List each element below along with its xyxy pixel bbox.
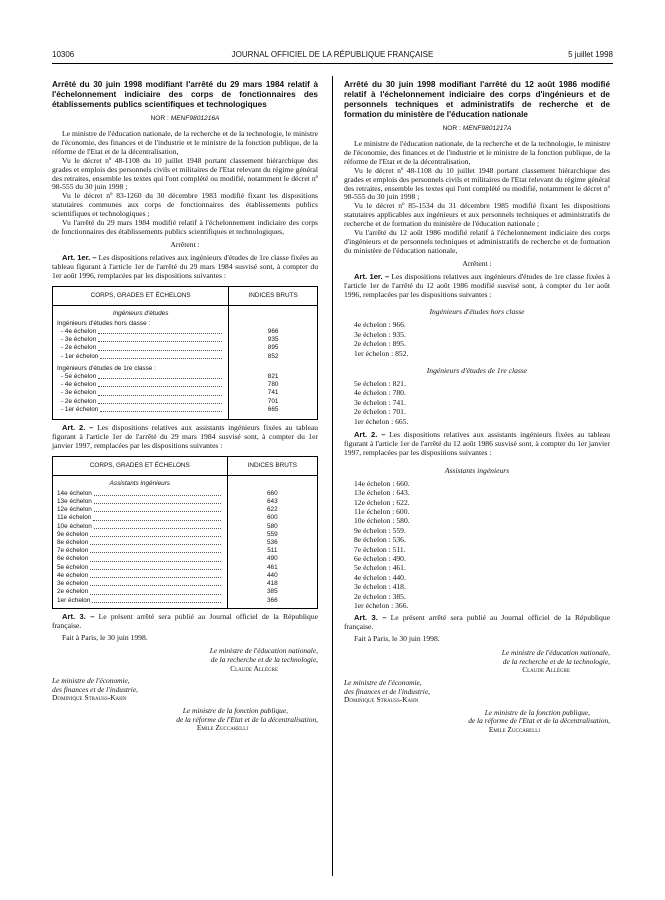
echelon-label: 13e échelon xyxy=(57,498,92,506)
list-item: 6e échelon : 490. xyxy=(354,554,406,564)
list-item: 4e échelon : 966. xyxy=(354,320,406,330)
list-item: 2e échelon : 701. xyxy=(354,407,406,417)
dot-leader xyxy=(94,506,221,512)
table-row xyxy=(53,506,318,514)
signatory-title: de la réforme de l'Etat et de la décentralisation, xyxy=(176,714,318,724)
dot-leader xyxy=(100,353,222,359)
indice-value: 418 xyxy=(266,580,278,588)
echelon-label: 5e échelon xyxy=(57,563,89,571)
table-row xyxy=(53,580,318,588)
dot-leader xyxy=(90,555,220,561)
column-header: CORPS, GRADES ET ÉCHELONS xyxy=(53,286,229,305)
preamble xyxy=(52,130,318,237)
dot-leader xyxy=(98,336,222,342)
left-column xyxy=(52,80,318,733)
article-text: Les dispositions relatives aux ingénieurs d'études de 1re classe fixées au tableau figurant à l'article 1er de l'arrêté du 29 mars 1984 susvisé sont, à compter du 1er août 1996, remplacées par les dispositions suivantes : xyxy=(52,252,318,280)
table-row xyxy=(53,531,318,539)
echelon-label: - 4e échelon xyxy=(61,327,97,335)
echelon-label: 2e échelon xyxy=(57,588,89,596)
list-item: 13e échelon : 643. xyxy=(354,488,410,498)
page-header xyxy=(52,50,613,62)
table-row xyxy=(53,547,318,555)
table-row xyxy=(53,588,318,596)
nor-reference xyxy=(344,125,610,132)
dot-leader xyxy=(90,588,220,594)
dot-leader xyxy=(93,514,220,520)
echelon-label: 8e échelon xyxy=(57,539,89,547)
signatory-name: Emile Zuccarelli xyxy=(488,724,540,734)
dot-leader xyxy=(100,406,222,412)
list-item: 1er échelon : 366. xyxy=(354,601,409,611)
echelon-list xyxy=(354,379,610,426)
article-label: Art. 3. – xyxy=(354,613,387,623)
indice-value: 559 xyxy=(266,530,278,538)
preamble-paragraph: Vu l'arrêté du 29 mars 1984 modifié relatif à l'échelonnement indiciaire des corps de fonctionnaires des établissements publics scientifiques et technologiques, xyxy=(52,218,318,236)
echelon-list xyxy=(354,320,610,358)
article-1 xyxy=(52,254,318,281)
column-header: CORPS, GRADES ET ÉCHELONS xyxy=(53,456,228,475)
dot-leader xyxy=(90,531,220,537)
preamble-paragraph: Vu l'arrêté du 12 août 1986 modifié relatif à l'échelonnement indiciaire des corps d'ingénieurs et de personnels techniques et administratifs de recherche et de formation du ministère de l'éducation nationale, xyxy=(344,228,610,255)
signatory-title: Le ministre de l'économie, xyxy=(344,677,422,687)
signatory-title: de la recherche et de la technologie, xyxy=(502,656,610,666)
table-assistants-ingenieurs xyxy=(52,456,318,609)
done-at: Fait à Paris, le 30 juin 1998. xyxy=(354,634,440,644)
column-header: INDICES BRUTS xyxy=(227,456,317,475)
echelon-list xyxy=(354,479,610,611)
indice-value: 741 xyxy=(267,389,279,397)
list-item: 2e échelon : 385. xyxy=(354,591,406,601)
dot-leader xyxy=(98,381,222,387)
indice-value: 622 xyxy=(266,506,278,514)
article-label: Art. 2. – xyxy=(62,422,94,432)
nor-reference xyxy=(52,115,318,122)
list-item: 3e échelon : 418. xyxy=(354,582,406,592)
article-text: Les dispositions relatives aux assistants ingénieurs fixées au tableau figurant à l'article 1er de l'arrêté du 29 mars 1984 susvisé sont, à compter du 1er janvier 1997, remplacées par les dispositions suivantes : xyxy=(52,422,319,450)
list-item: 5e échelon : 461. xyxy=(354,563,406,573)
decree-title: Arrêté du 30 juin 1998 modifiant l'arrêté du 29 mars 1984 relatif à l'échelonnement indiciaire des corps de fonctionnaires des établissements publics scientifiques et technologiques xyxy=(52,80,318,109)
dot-leader xyxy=(90,564,220,570)
indice-value: 600 xyxy=(266,514,278,522)
table-ingenieurs-etudes xyxy=(52,286,318,420)
article-text: Les dispositions relatives aux ingénieurs d'études de 1re classe fixées à l'article 1er de l'arrêté du 12 août 1986 modifié susvisé sont, à compter du 1er août 1996, remplacées par les dispositions suivantes : xyxy=(344,271,610,299)
echelon-label: - 3e échelon xyxy=(61,336,97,344)
issue-date: 5 juillet 1998 xyxy=(568,50,613,59)
signatory-name: Dominique Strauss-Kahn xyxy=(52,693,127,703)
echelon-label: 6e échelon xyxy=(57,555,89,563)
list-item: 7e échelon : 511. xyxy=(354,544,406,554)
signatory-title: Le ministre de l'éducation nationale, xyxy=(209,646,318,656)
signatory-title: Le ministre de l'économie, xyxy=(52,676,130,686)
subheading: Ingénieurs d'études de 1re classe xyxy=(426,366,528,376)
list-item: 14e échelon : 660. xyxy=(354,478,410,488)
table-row xyxy=(53,406,318,414)
dot-leader xyxy=(90,580,220,586)
list-item: 2e échelon : 895. xyxy=(354,339,406,349)
signatory-title: Le ministre de la fonction publique, xyxy=(182,705,288,715)
indice-value: 385 xyxy=(266,588,278,596)
article-label: Art. 3. – xyxy=(62,611,95,621)
article-text: Les dispositions relatives aux assistants ingénieurs fixées au tableau figurant à l'article 1er de l'arrêté du 12 août 1986 susvisé sont, à compter du 1er janvier 1997, remplacées par les dispositions suivantes : xyxy=(344,430,611,457)
table-row xyxy=(53,344,318,352)
table-group: Ingénieurs d'études hors classe : xyxy=(53,320,229,328)
echelon-label: - 2e échelon xyxy=(61,397,97,405)
dot-leader xyxy=(98,328,222,334)
indice-value: 701 xyxy=(267,397,279,405)
dot-leader xyxy=(94,498,221,504)
article-3 xyxy=(344,614,610,632)
table-row xyxy=(53,398,318,406)
indice-value: 511 xyxy=(267,547,278,555)
signatory-title: de la recherche et de la technologie, xyxy=(210,655,318,665)
dot-leader xyxy=(90,572,220,578)
list-item: 8e échelon : 536. xyxy=(354,535,406,545)
indice-value: 780 xyxy=(267,381,279,389)
table-row xyxy=(53,381,318,389)
table-row xyxy=(53,389,318,397)
table-section: Assistants ingénieurs xyxy=(53,475,228,490)
list-item: 12e échelon : 622. xyxy=(354,497,410,507)
subheading: Assistants ingénieurs xyxy=(444,465,510,475)
list-item: 5e échelon : 821. xyxy=(354,379,406,389)
nor-code: MENF9801216A xyxy=(170,115,220,122)
signatory-title: des finances et de l'industrie, xyxy=(52,684,138,694)
dot-leader xyxy=(98,344,222,350)
indice-value: 461 xyxy=(266,563,278,571)
signatory-name: Dominique Strauss-Kahn xyxy=(344,695,419,705)
echelon-label: 1er échelon xyxy=(57,596,91,604)
table-row xyxy=(53,572,318,580)
echelon-label: 4e échelon xyxy=(57,571,89,579)
table-row xyxy=(53,373,318,381)
list-item: 3e échelon : 935. xyxy=(354,329,406,339)
echelon-label: - 5e échelon xyxy=(61,372,97,380)
indice-value: 440 xyxy=(266,571,278,579)
indice-value: 966 xyxy=(267,327,279,335)
signatory-name: Claude Allègre xyxy=(522,665,570,675)
article-3 xyxy=(52,613,318,631)
signatory-title: des finances et de l'industrie, xyxy=(344,686,430,696)
dot-leader xyxy=(92,597,220,603)
table-section: Ingénieurs d'études xyxy=(53,305,229,320)
signatory-title: de la réforme de l'Etat et de la décentralisation, xyxy=(468,716,610,726)
page-number: 10306 xyxy=(52,50,75,59)
table-row xyxy=(53,328,318,336)
arretent: Arrêtent : xyxy=(170,239,200,249)
indice-value: 536 xyxy=(266,539,278,547)
echelon-label: - 1er échelon xyxy=(61,405,99,413)
list-item: 11e échelon : 600. xyxy=(354,507,410,516)
signatures xyxy=(52,647,318,732)
table-row xyxy=(53,498,318,506)
indice-value: 935 xyxy=(267,336,279,344)
signatory-name: Claude Allègre xyxy=(230,663,278,673)
echelon-label: - 1er échelon xyxy=(61,352,99,360)
echelon-label: 11e échelon xyxy=(57,514,92,522)
dot-leader xyxy=(98,373,222,379)
echelon-label: - 4e échelon xyxy=(61,381,97,389)
echelon-label: 7e échelon xyxy=(57,547,89,555)
dot-leader xyxy=(98,398,222,404)
journal-title: JOURNAL OFFICIEL DE LA RÉPUBLIQUE FRANÇAISE xyxy=(231,50,434,59)
article-label: Art. 1er. – xyxy=(354,271,390,281)
article-2 xyxy=(52,424,318,451)
article-label: Art. 2. – xyxy=(354,430,386,440)
indice-value: 852 xyxy=(267,352,279,360)
preamble-paragraph: Vu le décret nº 48-1108 du 10 juillet 1948 portant classement hiérarchique des grades et emplois des personnels civils et militaires de l'Etat relevant du régime général des retraites, ensemble les textes qui l'ont complété ou modifié, notamment le décret nº 98-555 du 30 juin 1998 ; xyxy=(344,165,610,202)
list-item: 1er échelon : 665. xyxy=(354,416,409,426)
preamble-paragraph: Le ministre de l'éducation nationale, de la recherche et de la technologie, le ministre de l'économie, des finances et de l'industrie et le ministre de la fonction publique, de la réforme de l'Etat et de la décentralisation, xyxy=(344,139,610,166)
list-item: 3e échelon : 741. xyxy=(354,397,406,407)
indice-value: 821 xyxy=(267,372,279,380)
done-at: Fait à Paris, le 30 juin 1998. xyxy=(62,632,148,642)
echelon-label: 14e échelon xyxy=(57,489,92,497)
signatory-title: Le ministre de la fonction publique, xyxy=(484,707,590,717)
table-row xyxy=(53,353,318,361)
nor-label: NOR : xyxy=(442,125,461,132)
list-item: 4e échelon : 780. xyxy=(354,388,406,398)
echelon-label: 9e échelon xyxy=(57,530,89,538)
table-row xyxy=(53,539,318,547)
table-row xyxy=(53,555,318,563)
echelon-label: 10e échelon xyxy=(57,522,92,530)
signatory-title: Le ministre de l'éducation nationale, xyxy=(501,648,610,658)
table-row xyxy=(53,514,318,522)
preamble-paragraph: Vu le décret nº 83-1260 du 30 décembre 1983 modifié fixant les dispositions statutaires communes aux corps de fonctionnaires des établissements publics scientifiques et technologiques ; xyxy=(52,191,318,219)
echelon-label: 12e échelon xyxy=(57,506,92,514)
signatory-name: Emile Zuccarelli xyxy=(196,723,248,733)
indice-value: 895 xyxy=(267,344,279,352)
dot-leader xyxy=(94,523,221,529)
article-text: Le présent arrêté sera publié au Journal officiel de la République française. xyxy=(52,611,318,630)
article-2 xyxy=(344,431,610,458)
list-item: 4e échelon : 440. xyxy=(354,572,406,582)
nor-label: NOR : xyxy=(150,115,169,122)
indice-value: 643 xyxy=(266,498,278,506)
nor-code: MENF9801217A xyxy=(462,125,512,132)
indice-value: 490 xyxy=(266,555,278,563)
list-item: 9e échelon : 559. xyxy=(354,525,406,535)
dot-leader xyxy=(90,547,220,553)
dot-leader xyxy=(98,389,222,395)
indice-value: 660 xyxy=(266,489,278,497)
preamble xyxy=(344,140,610,256)
right-column xyxy=(344,80,610,735)
indice-value: 580 xyxy=(266,522,278,530)
table-row xyxy=(53,523,318,531)
table-row xyxy=(53,564,318,572)
subheading: Ingénieurs d'études hors classe xyxy=(429,307,525,317)
arretent: Arrêtent : xyxy=(462,258,492,268)
article-text: Le présent arrêté sera publié au Journal officiel de la République française. xyxy=(344,613,610,632)
list-item: 10e échelon : 580. xyxy=(354,516,410,526)
table-group: Ingénieurs d'études de 1re classe : xyxy=(53,361,229,373)
header-rule xyxy=(52,63,613,64)
preamble-paragraph: Vu le décret nº 48-1108 du 10 juillet 1948 portant classement hiérarchique des grades et emplois des personnels civils et militaires de l'Etat relevant du régime général des retraites, ensemble les textes qui l'ont complété ou modifié, notamment le décret nº 98-555 du 30 juin 1998 ; xyxy=(52,155,318,192)
preamble-paragraph: Le ministre de l'éducation nationale, de la recherche et de la technologie, le ministre de l'économie, des finances et de l'industrie et le ministre de la fonction publique, de la réforme de l'Etat et de la décentralisation, xyxy=(52,129,318,156)
echelon-label: - 2e échelon xyxy=(61,344,97,352)
decree-title: Arrêté du 30 juin 1998 modifiant l'arrêté du 12 août 1986 modifié relatif à l'échelonnement indiciaire des corps d'ingénieurs et de personnels techniques et administratifs de recherche et de formation du ministère de l'éducation nationale xyxy=(344,80,610,119)
dot-leader xyxy=(94,490,221,496)
article-label: Art. 1er. – xyxy=(62,252,97,262)
article-1 xyxy=(344,273,610,300)
table-row xyxy=(53,597,318,605)
preamble-paragraph: Vu le décret nº 85-1534 du 31 décembre 1985 modifié fixant les dispositions statutaires applicables aux ingénieurs et aux personnels techniques et administratifs de recherche et de formation du ministère de l'éducation nationale ; xyxy=(344,201,610,229)
indice-value: 366 xyxy=(266,596,278,604)
echelon-label: - 3e échelon xyxy=(61,389,97,397)
table-row xyxy=(53,336,318,344)
table-row xyxy=(53,490,318,498)
indice-value: 665 xyxy=(267,405,279,413)
column-separator xyxy=(332,76,333,876)
list-item: 1er échelon : 852. xyxy=(354,348,409,358)
echelon-label: 3e échelon xyxy=(57,580,89,588)
column-header: INDICES BRUTS xyxy=(229,286,318,305)
dot-leader xyxy=(90,539,220,545)
signatures xyxy=(344,649,610,734)
